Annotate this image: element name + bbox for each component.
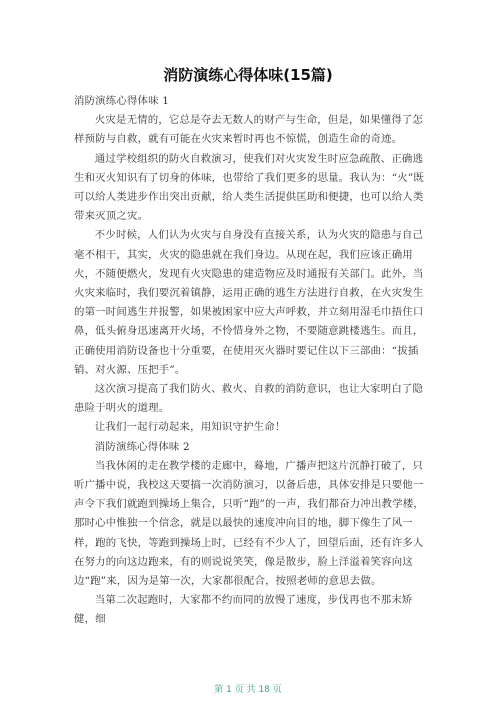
paragraph: 不少时候，人们认为火灾与自身没有直接关系，认为火灾的隐患与自己毫不相干，其实，火灾的隐患就在我们身边。从现在起，我们应该正确用火，不随便燃火，发现有火灾隐患的建造物应及时通报有关部门。此外，当火灾来临时，我们要沉着镇静，运用正确的逃生方法进行自救，在火灾发生的第一时间逃生并报警，如果被困家中应大声呼救，并立刻用湿毛巾捂住口鼻，低头俯身迅速离开火场，不怜惜身外之物，不要随意跳楼逃生。而且，正确使用消防设备也十分重要，在使用灭火器时要记住以下三部曲：“拔插销、对火源、压把手”。 bbox=[74, 229, 424, 376]
paragraph: 当我休闲的走在教学楼的走廊中，蓦地，广播声把这片沉静打破了，只听广播中说，我校这天要搞一次消防演习，以备后患，具体安排是只要他一声令下我们就跑到操场上集合，只听“跑”的一声，我们都奋力冲出教学楼，那时心中惟独一个信念，就是以最快的速度冲向目的地，脚下像生了风一样，跑的飞快，等跑到操场上时，已经有不少人了，回望后面，还有许多人在努力的向这边跑来，有的则说说笑笑，像是散步，脸上洋溢着笑容向这边“跑”来，因为是第一次，大家都很配合，按照老师的意思去做。 bbox=[74, 459, 424, 588]
paragraph: 通过学校组织的防火自救演习，使我们对火灾发生时应急疏散、正确逃生和灭火知识有了切身的体味，也带给了我们更多的思量。我认为：“火”既可以给人类进步作出突出贡献，给人类生活提供匡助和便捷，也可以给人类带来灭顶之灾。 bbox=[74, 152, 424, 223]
page-title: 消防演练心得体味(15篇) bbox=[163, 66, 333, 84]
section-heading-2: 消防演练心得体味 2 bbox=[94, 440, 190, 453]
paragraph: 让我们一起行动起来，用知识守护生命！ bbox=[94, 421, 286, 434]
paragraph: 这次演习提高了我们防火、救火、自救的消防意识，也让大家明白了隐患险于明火的道理。 bbox=[74, 383, 424, 415]
paragraph: 当第二次起跑时，大家都不约而同的放慢了速度，步伐再也不那末矫健，细 bbox=[74, 594, 413, 626]
page-footer: 第 1 页 共 18 页 bbox=[214, 685, 282, 695]
paragraph: 火灾是无情的，它总是夺去无数人的财产与生命，但是，如果懂得了怎样预防与自救，就有可能在火灾来暂时再也不惊慌，创造生命的奇迹。 bbox=[74, 114, 424, 146]
document-body bbox=[74, 92, 430, 630]
section-heading-1: 消防演练心得体味 1 bbox=[74, 95, 170, 107]
